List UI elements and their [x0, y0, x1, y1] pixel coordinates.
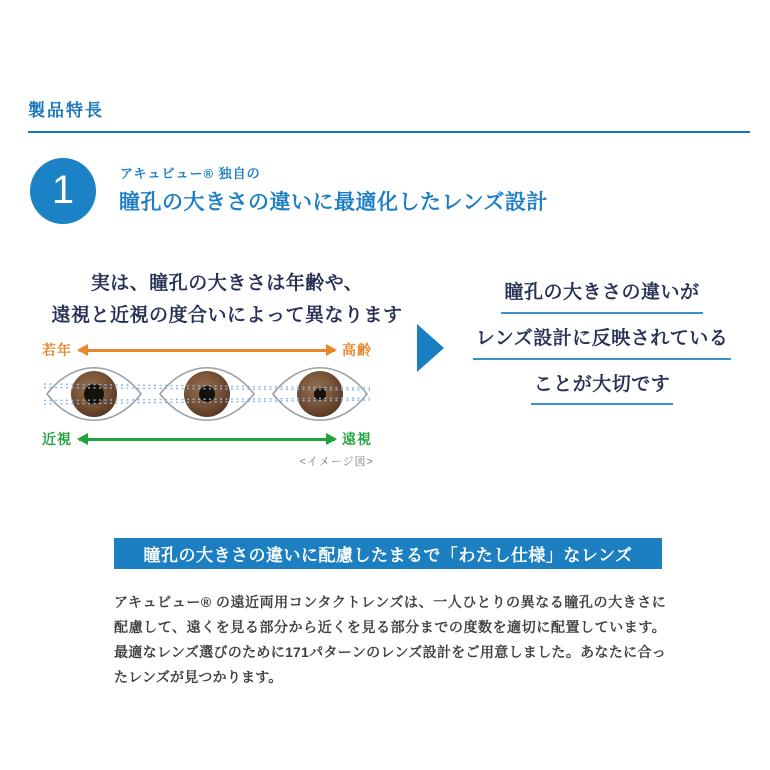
feature-title: 瞳孔の大きさの違いに最適化したレンズ設計: [119, 191, 548, 214]
feature-kicker: アキュビュー® 独自の: [120, 166, 261, 181]
highlight-banner-text: 瞳孔の大きさの違いに配慮したまるで「わたし仕様」なレンズ: [143, 546, 633, 565]
eye-1: [47, 368, 141, 421]
vision-axis-arrow-icon: [79, 438, 335, 441]
vision-axis-label-myopia: 近視: [42, 431, 72, 447]
conclusion-line-3: ことが大切です: [531, 373, 674, 406]
age-axis-label-old: 高齢: [342, 342, 372, 358]
vision-axis: [42, 430, 372, 448]
feature-number-badge: [30, 158, 96, 224]
eye-2: [160, 368, 254, 421]
eye-3: [273, 368, 367, 421]
feature-description: アキュビュー® の遠近両用コンタクトレンズは、一人ひとりの異なる瞳孔の大きさに配慮して、遠くを見る部分から近くを見る部分までの度数を適切に配置しています。最適なレンズ選びのために171パターンのレンズ設計をご用意しました。あなたに合ったレンズが見つかります。: [114, 594, 666, 685]
highlight-banner: [114, 538, 662, 569]
feature-number: 1: [51, 168, 75, 212]
age-axis-arrow-icon: [79, 349, 335, 352]
diagram-intro: [28, 268, 426, 332]
eyes-svg: [42, 362, 372, 426]
eyes-illustration: [42, 362, 372, 426]
conclusion-line-1: 瞳孔の大きさの違いが: [501, 281, 702, 314]
pupil-size-diagram: [42, 341, 372, 448]
conclusion-line-2: レンズ設計に反映されている: [473, 327, 731, 360]
section-divider: [28, 131, 750, 133]
section-title: 製品特長: [28, 101, 104, 120]
diagram-intro-line1: 実は、瞳孔の大きさは年齢や、: [90, 273, 364, 294]
right-arrow-icon: [417, 324, 444, 372]
diagram-intro-line2: 遠視と近視の度合いによって異なります: [51, 305, 403, 326]
conclusion-block: [452, 281, 752, 418]
age-axis-label-young: 若年: [42, 342, 72, 358]
vision-axis-label-hyperopia: 遠視: [342, 431, 372, 447]
age-axis: [42, 341, 372, 359]
diagram-caption: <イメージ図>: [299, 456, 374, 468]
